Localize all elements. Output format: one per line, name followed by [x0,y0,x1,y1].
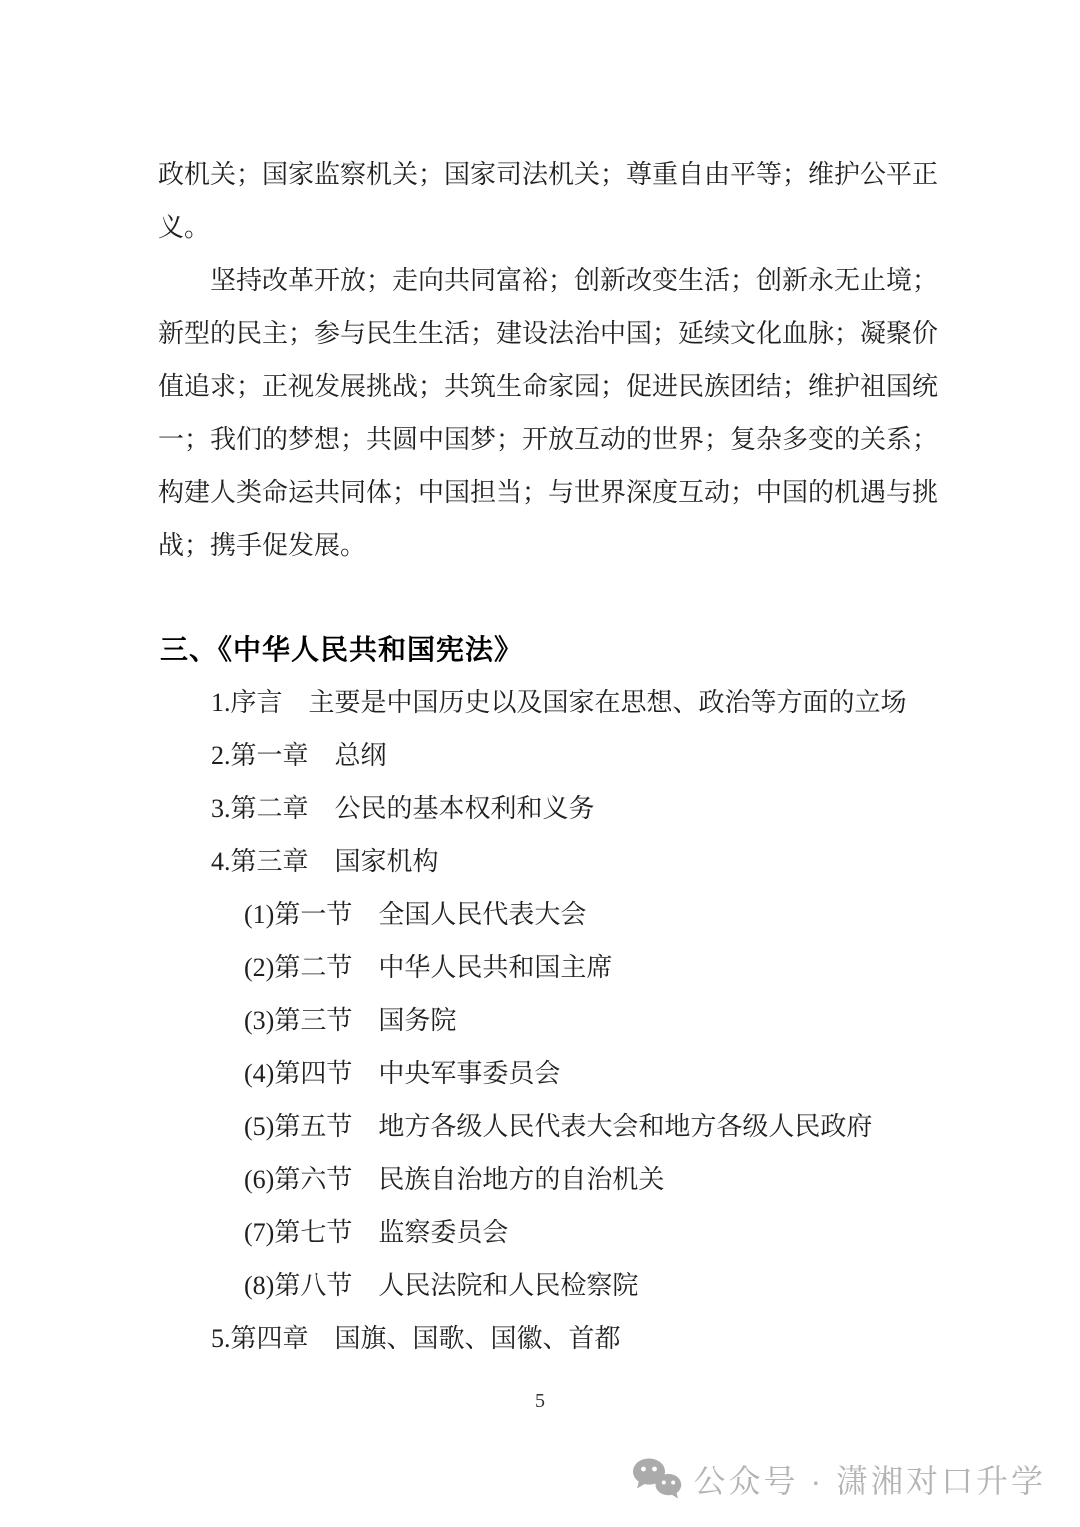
page-number: 5 [535,1390,545,1412]
outline-item: (2)第二节 中华人民共和国主席 [244,953,613,982]
outline-item: 1.序言 主要是中国历史以及国家在思想、政治等方面的立场 [211,688,907,717]
section-heading-constitution: 三、《中华人民共和国宪法》 [160,634,524,665]
outline-item: (6)第六节 民族自治地方的自治机关 [244,1165,665,1194]
outline-list [158,676,938,1365]
outline-item: (7)第七节 监察委员会 [244,1218,509,1247]
outline-item: (4)第四节 中央军事委员会 [244,1059,561,1088]
watermark [632,1456,1046,1502]
outline-item: (3)第三节 国务院 [244,1006,457,1035]
outline-item: (5)第五节 地方各级人民代表大会和地方各级人民政府 [244,1112,873,1141]
document-body [158,148,938,1365]
paragraph-reform-themes: 坚持改革开放；走向共同富裕；创新改变生活；创新永无止境；新型的民主；参与民生生活；建设法治中国；延续文化血脉；凝聚价值追求；正视发展挑战；共筑生命家园；促进民族团结；维护祖国统一；我们的梦想；共圆中国梦；开放互动的世界；复杂多变的关系；构建人类命运共同体；中国担当；与世界深度互动；中国的机遇与挑战；携手促发展。 [158,266,939,560]
outline-item: 2.第一章 总纲 [211,741,387,770]
watermark-text: 公众号 · 潇湘对口升学 [693,1463,1046,1499]
outline-item: 4.第三章 国家机构 [211,847,439,876]
outline-item: (1)第一节 全国人民代表大会 [244,900,587,929]
paragraph-continuation: 政机关；国家监察机关；国家司法机关；尊重自由平等；维护公平正义。 [158,160,939,242]
outline-item: 3.第二章 公民的基本权利和义务 [211,794,595,823]
outline-item: 5.第四章 国旗、国歌、国徽、首都 [211,1324,621,1353]
wechat-icon [632,1457,682,1501]
outline-item: (8)第八节 人民法院和人民检察院 [244,1271,639,1300]
